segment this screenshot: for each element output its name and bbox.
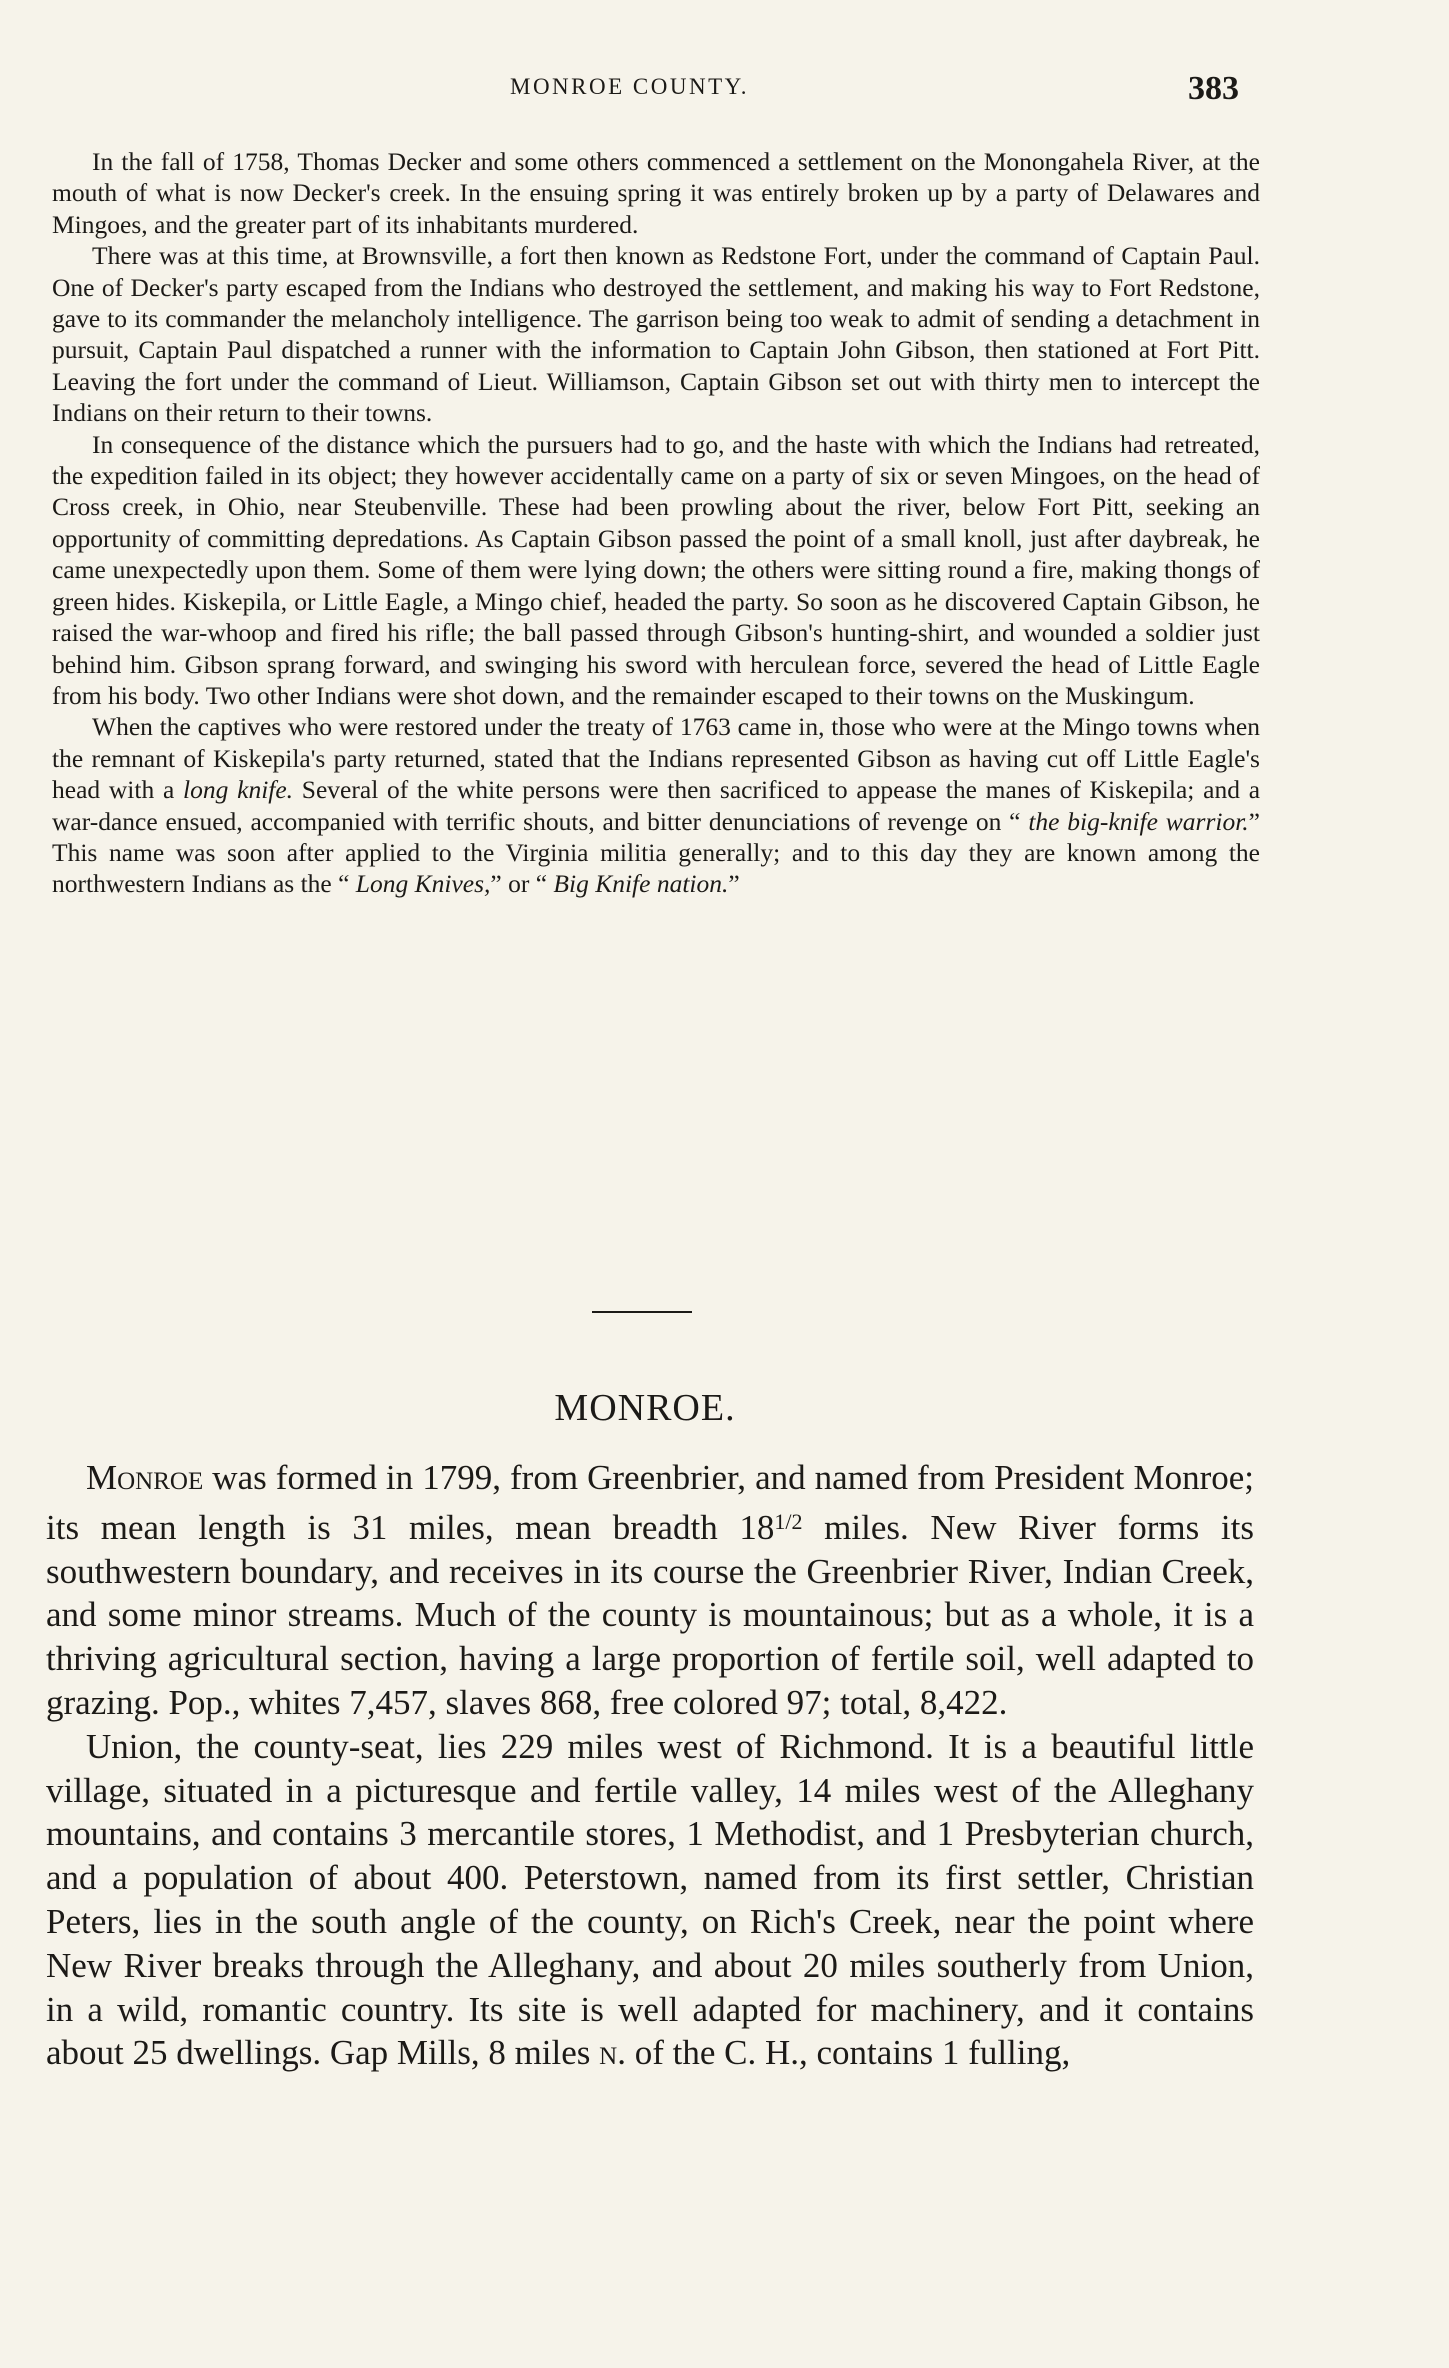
text-run: miles. New River forms its southwestern boundary, and receives in its course the Greenbrier River, Indian Creek, and some minor streams. Much of the county is mountainous; but as a whole, it is a thriving agricultural section, having a large proportion of fertile soil, well adapted to grazing. Pop., whites 7,457, slaves 868, free colored 97; total, 8,422. (46, 1507, 1254, 1722)
paragraph-union-county-seat (46, 1725, 1254, 2075)
text-run: ” (728, 869, 740, 899)
paragraph-redstone-fort: There was at this time, at Brownsville, a fort then known as Redstone Fort, under the command of Captain Paul. One of Decker's party escaped from the Indians who destroyed the settlement, and making his way to Fort Redstone, gave to its commander the melancholy intelligence. The garrison being too weak to admit of sending a detachment in pursuit, Captain Paul dispatched a runner with the information to Captain John Gibson, then stationed at Fort Pitt. Leaving the fort under the command of Lieut. Williamson, Captain Gibson set out with thirty men to intercept the Indians on their return to their towns. (52, 241, 1260, 428)
italic-phrase-big-knife-warrior: the big-knife warrior. (1028, 806, 1249, 836)
text-run: ” This name was soon after applied to the Virginia militia generally; and to this day they are known among the northwestern Indians as the “ (52, 806, 1260, 899)
text-run: When the captives who were restored under the treaty of 1763 came in, those who were at the Mingo towns when the remnant of Kiskepila's party returned, stated that the Indians represented Gibson as having cut off Little Eagle's head with a (52, 712, 1260, 805)
lead-word: Monroe (86, 1458, 204, 1497)
italic-phrase-big-knife-nation: Big Knife nation. (553, 869, 729, 899)
text-run: Several of the white persons were then sacrificed to appease the manes of Kiskepila; and a war-dance ensued, accompanied with terrific shouts, and bitter denunciations of revenge on “ (52, 775, 1261, 836)
paragraph-monroe-formation (46, 1456, 1254, 1725)
paragraph-decker-settlement: In the fall of 1758, Thomas Decker and some others commenced a settlement on the Monongahela River, at the mouth of what is now Decker's creek. In the ensuing spring it was entirely broken up by a party of Delawares and Mingoes, and the greater part of its inhabitants murdered. (52, 147, 1260, 239)
abbreviation-north: n. (599, 2033, 626, 2073)
running-head-title: MONROE COUNTY. (510, 74, 750, 99)
section-title: MONROE. (554, 1387, 736, 1429)
paragraph-long-knives (52, 711, 1260, 899)
text-run: ” or “ (490, 869, 554, 899)
section-divider-rule (592, 1311, 692, 1313)
monroe-section-text (46, 1456, 1254, 2075)
italic-phrase-long-knives: Long Knives, (355, 869, 491, 899)
text-run: Union, the county-seat, lies 229 miles west of Richmond. It is a beautiful little village, situated in a picturesque and fertile valley, 14 miles west of the Alleghany mountains, and contains 3 mercantile stores, 1 Methodist, and 1 Presbyterian church, and a population of about 400. Peterstown, named from its first settler, Christian Peters, lies in the south angle of the county, on Rich's Creek, near the point where New River breaks through the Alleghany, and about 20 miles southerly from Union, in a wild, romantic country. Its site is well adapted for machinery, and it contains about 25 dwellings. Gap Mills, 8 miles (46, 1726, 1254, 2073)
italic-phrase-long-knife: long knife. (183, 775, 294, 805)
page-number: 383 (1188, 70, 1239, 107)
paragraph-gibson-expedition: In consequence of the distance which the pursuers had to go, and the haste with which the Indians had retreated, the expedition failed in its object; they however accidentally came on a party of six or seven Mingoes, on the head of Cross creek, in Ohio, near Steubenville. These had been prowling about the river, below Fort Pitt, seeking an opportunity of committing depredations. As Captain Gibson passed the point of a small knoll, just after daybreak, he came unexpectedly upon them. Some of them were lying down; the others were sitting round a fire, making thongs of green hides. Kiskepila, or Little Eagle, a Mingo chief, headed the party. So soon as he discovered Captain Gibson, he raised the war-whoop and fired his rifle; the ball passed through Gibson's hunting-shirt, and wounded a soldier just behind him. Gibson sprang forward, and swinging his sword with herculean force, severed the head of Little Eagle from his body. Two other Indians were shot down, and the remainder escaped to their towns on the Muskingum. (52, 429, 1260, 710)
fraction-half: 1/2 (774, 1508, 803, 1534)
monroe-county-history-text (52, 146, 1260, 900)
text-run: of the C. H., contains 1 fulling, (625, 2033, 1071, 2073)
text-run: was formed in 1799, from Greenbrier, and named from President Monroe; its mean length is 31 miles, mean breadth 18 (46, 1458, 1254, 1547)
running-head (0, 70, 1449, 110)
